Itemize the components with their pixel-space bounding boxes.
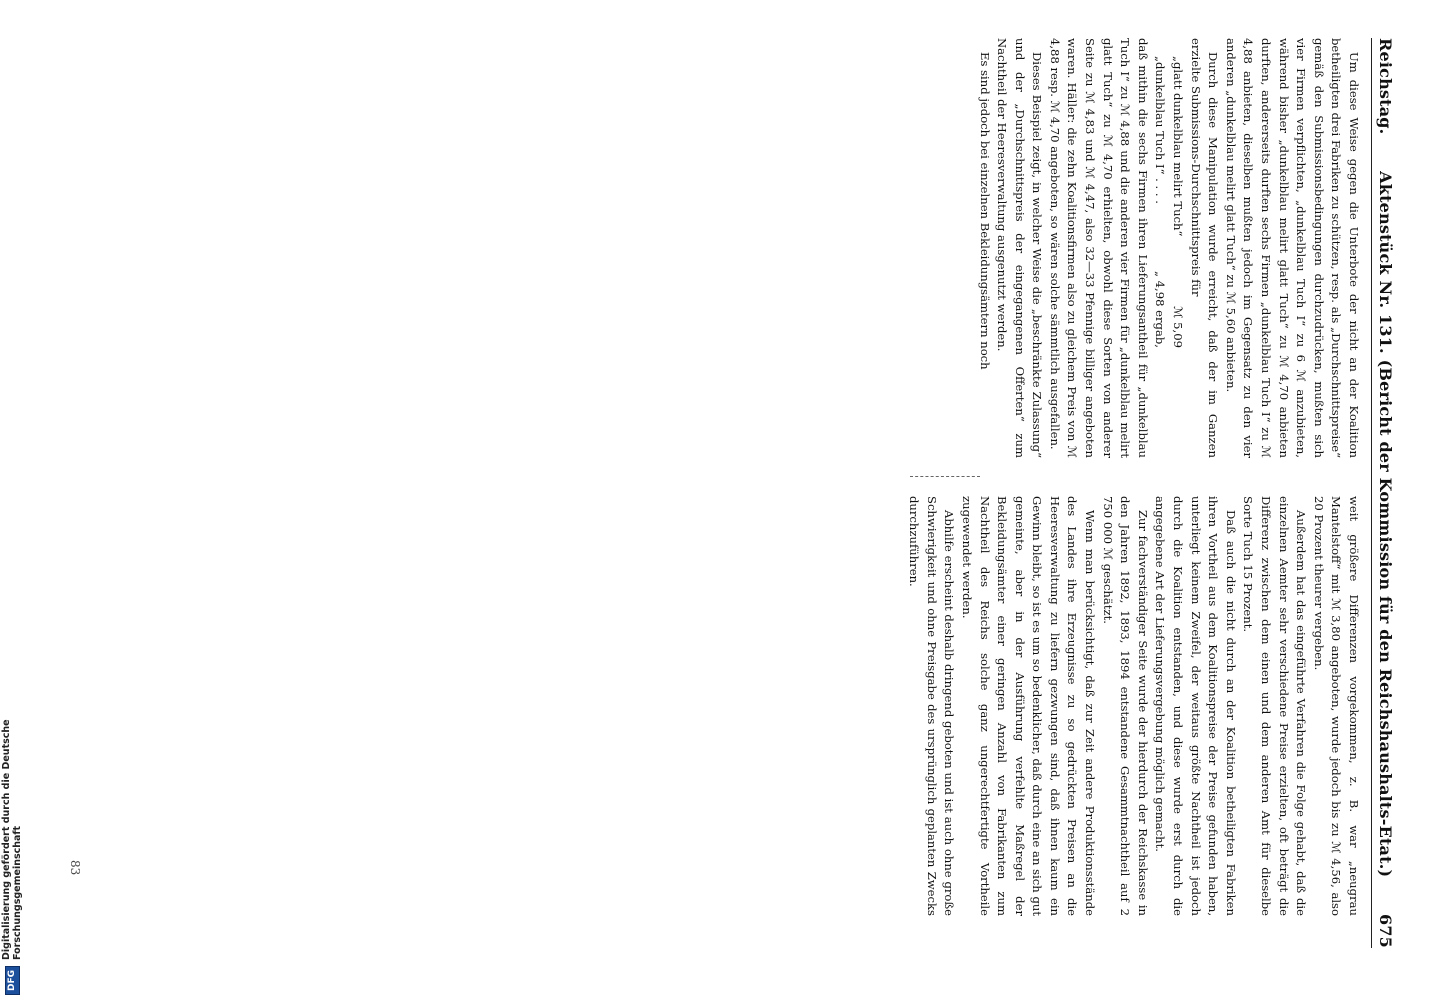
table-row	[1168, 56, 1186, 458]
table-row	[1151, 56, 1169, 458]
header-title: Aktenstück Nr. 131. (Bericht der Kommission für den Reichshaushalts-Etat.)	[1376, 171, 1396, 878]
dfg-logo: DFG	[5, 966, 20, 995]
paragraph: weit größere Differenzen vorgekommen, z. B. war „neugrau Mantelstoff“ mit ℳ 3,80 angeboten, wurde jedoch bis zu ℳ 4,56, also 20 Prozent theurer vergeben.	[1311, 496, 1361, 916]
funding-text: Digitalisierung gefördert durch die Deutsche Forschungsgemeinschaft	[1, 719, 23, 960]
column-divider	[910, 476, 980, 478]
page-mark: 83	[68, 860, 82, 876]
table-value: „ 4,98 ergab,	[1153, 270, 1168, 348]
paragraph: Durch diese Manipulation wurde erreicht, daß der im Ganzen erzielte Submissions-Durchschnittspreis für	[1188, 38, 1221, 458]
paragraph: Wenn man berücksichtigt, daß zur Zeit andere Produktionsstände des Landes ihre Erzeugnisse zu so gedrückten Preisen an die Heeresverwaltung zu liefern gezwungen sind, daß ihnen kaum ein Gewinn bleibt, so ist es um so bedenklicher, daß durch eine an sich gut gemeinte, aber in der Ausführung verfehlte Maßregel der Bekleidungsämter einer geringen Anzahl von Fabrikanten zum Nachtheil des Reichs solche ganz ungerechtfertigte Vortheile zugewendet werden.	[959, 496, 1098, 916]
paragraph: daß mithin die sechs Firmen ihren Lieferungsantheil für „dunkelblau Tuch I“ zu ℳ 4,88 und die anderen vier Firmen für „dunkelblau melirt glatt Tuch“ zu ℳ 4,70 erhielten, obwohl diese Sorten von anderer Seite zu ℳ 4,83 und ℳ 4,47, also 32—33 Pfennige billiger angeboten waren. Häller: die zehn Koalitionsfirmen also zu gleichem Preis von ℳ 4,88 resp. ℳ 4,70 angeboten, so wären solche sämmtlich ausgefallen.	[1047, 38, 1150, 458]
table-label: „glatt dunkelblau melirt Tuch“	[1171, 56, 1186, 237]
paragraph: Außerdem hat das eingeführte Verfahren die Folge gehabt, daß die einzelnen Aemter sehr verschiedene Preise erzielten, oft beträgt die Differenz zwischen dem einen und dem anderen Amt für dieselbe Sorte Tuch 15 Prozent.	[1241, 496, 1309, 916]
header-left: Reichstag.	[1376, 38, 1396, 135]
paragraph: Es sind jedoch bei einzelnen Bekleidungsämtern noch	[977, 52, 992, 370]
paragraph: Dieses Beispiel zeigt, in welcher Weise die „beschränkte Zulassung“ und der „Durchschnittspreis der eingegangenen Offerten“ zum Nachtheil der Heeresverwaltung ausgenutzt werden.	[995, 38, 1045, 458]
paragraph: Daß auch die nicht durch an der Koalition betheiligten Fabriken ihren Vortheil aus dem Koalitionspreise der Preise gefunden haben, unterliegt keinem Zweifel, der weitaus größte Nachtheil ist jedoch durch die Koalition entstanden, und diese wurde erst durch die angegebene Art der Lieferungsvergebung möglich gemacht.	[1153, 496, 1238, 916]
document-page	[840, 38, 1400, 948]
page-header	[1371, 38, 1400, 948]
price-table	[1151, 56, 1186, 458]
table-label: „dunkelblau Tuch I“ . . . .	[1153, 56, 1168, 204]
left-column	[975, 38, 1362, 458]
funding-note	[2, 595, 22, 995]
table-value: ℳ 5,09	[1171, 306, 1186, 348]
paragraph: Um diese Weise gegen die Unterbote der nicht an der Koalition betheiligten drei Fabriken zu schützen, resp. als „Durchschnittspreise“ gemäß den Submissionsbedingungen durchzudrücken, mußten sich vier Firmen verpflichten, „dunkelblau Tuch I“ zu 6 ℳ anzubieten, während bisher „dunkelblau melirt glatt Tuch“ zu ℳ 4,70 anbieten durften, andererseits durften sechs Firmen „dunkelblau Tuch I“ zu ℳ 4,88 anbieten, dieselben mußten jedoch im Gegensatz zu den vier anderen „dunkelblau melirt glatt Tuch“ zu ℳ 5,60 anbieten.	[1223, 38, 1361, 458]
paragraph: Zur fachverständiger Seite wurde der hierdurch der Reichskasse in den Jahren 1892, 1893, 1894 entstandene Gesammtnachtheil auf 2 750 000 ℳ geschätzt.	[1100, 496, 1150, 916]
page-number: 675	[1376, 914, 1396, 948]
paragraph: Abhilfe erscheint deshalb dringend geboten und ist auch ohne große Schwierigkeit und ohne Preisgabe des ursprünglich geplanten Zwecks durchzuführen.	[907, 496, 957, 916]
right-column	[905, 496, 1362, 916]
